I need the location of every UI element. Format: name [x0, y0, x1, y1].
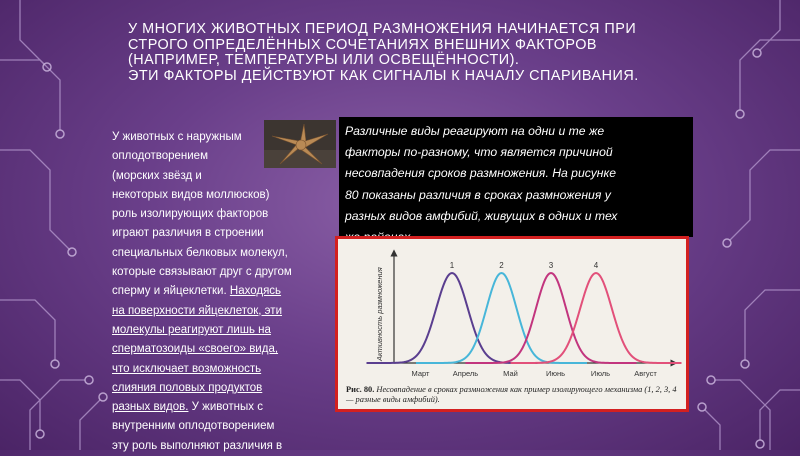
curve-label-3: 3: [548, 261, 554, 270]
text-line: которые связывают друг с другом: [112, 266, 292, 279]
curve-label-4: 4: [593, 261, 599, 270]
info-line: 80 показаны различия в сроках размножения у: [345, 187, 611, 202]
text-line: роль изолирующих факторов: [112, 208, 269, 221]
info-line: разных видов амфибий, живущих в одних и тех: [345, 208, 618, 223]
curve-label-1: 1: [449, 261, 455, 270]
breeding-chart: [338, 239, 686, 384]
month-tick-label: Март: [411, 369, 430, 378]
month-tick-label: Июнь: [545, 369, 566, 378]
title-line: У МНОГИХ ЖИВОТНЫХ ПЕРИОД РАЗМНОЖЕНИЯ НАЧИНАЕТСЯ ПРИ: [128, 21, 637, 37]
caption-text: Несовпадение в сроках размножения как пример изолирующего механизма (1, 2, 3, 4 — разные виды амфибий).: [346, 385, 677, 404]
starfish-image: [264, 120, 336, 168]
underlined-text: сперматозоиды «своего» вида,: [112, 343, 279, 356]
text-line: сперму и яйцеклетки.: [112, 285, 227, 298]
month-tick-label: Апрель: [452, 369, 479, 378]
title-line: (НАПРИМЕР, ТЕМПЕРАТУРЫ ИЛИ ОСВЕЩЁННОСТИ).: [128, 52, 520, 68]
info-line: факторы по-разному, что является причиной: [345, 145, 613, 160]
figure-caption: [346, 385, 686, 405]
text-line: эту роль выполняют различия в: [112, 439, 283, 452]
species-curve-3: [466, 273, 637, 363]
info-line: несовпадения сроков размножения. На рисунке: [345, 166, 617, 181]
underlined-text: молекулы реагируют лишь на: [112, 323, 271, 336]
text-line: некоторых видов моллюсков): [112, 188, 270, 201]
info-box: [339, 117, 693, 237]
species-curve-4: [511, 273, 682, 363]
month-tick-label: Май: [503, 369, 518, 378]
month-tick-label: Август: [634, 369, 657, 378]
text-line: У животных с наружным: [112, 131, 242, 143]
text-line: (морских звёзд и: [112, 169, 202, 182]
underlined-text: Находясь: [229, 285, 282, 298]
text-line: играют различия в строении: [112, 227, 264, 240]
info-line: Различные виды реагируют на одни и те же: [345, 124, 605, 138]
underlined-text: слияния половых продуктов: [112, 381, 263, 394]
underlined-text: разных видов.: [112, 401, 189, 414]
curve-label-2: 2: [499, 261, 504, 270]
body-text: [112, 128, 342, 456]
underlined-text: что исключает возможность: [112, 362, 262, 375]
species-curve-1: [367, 273, 538, 363]
figure-80: [335, 236, 689, 412]
y-axis-label: Активность размножения: [375, 267, 384, 361]
caption-number: Рис. 80.: [346, 385, 375, 394]
title-line: ЭТИ ФАКТОРЫ ДЕЙСТВУЮТ КАК СИГНАЛЫ К НАЧАЛУ СПАРИВАНИЯ.: [128, 67, 639, 84]
text-line: специальных белковых молекул,: [112, 246, 288, 259]
text-line: оплодотворением: [112, 150, 208, 163]
month-tick-label: Июль: [590, 369, 611, 378]
slide-title: [128, 22, 668, 84]
text-line: внутренним оплодотворением: [112, 420, 275, 433]
title-line: СТРОГО ОПРЕДЕЛЁННЫХ СОЧЕТАНИЯХ ВНЕШНИХ ФАКТОРОВ: [128, 36, 598, 53]
text-line: У животных с: [191, 401, 263, 414]
species-curve-2: [416, 273, 587, 363]
underlined-text: на поверхности яйцеклеток, эти: [112, 304, 282, 317]
